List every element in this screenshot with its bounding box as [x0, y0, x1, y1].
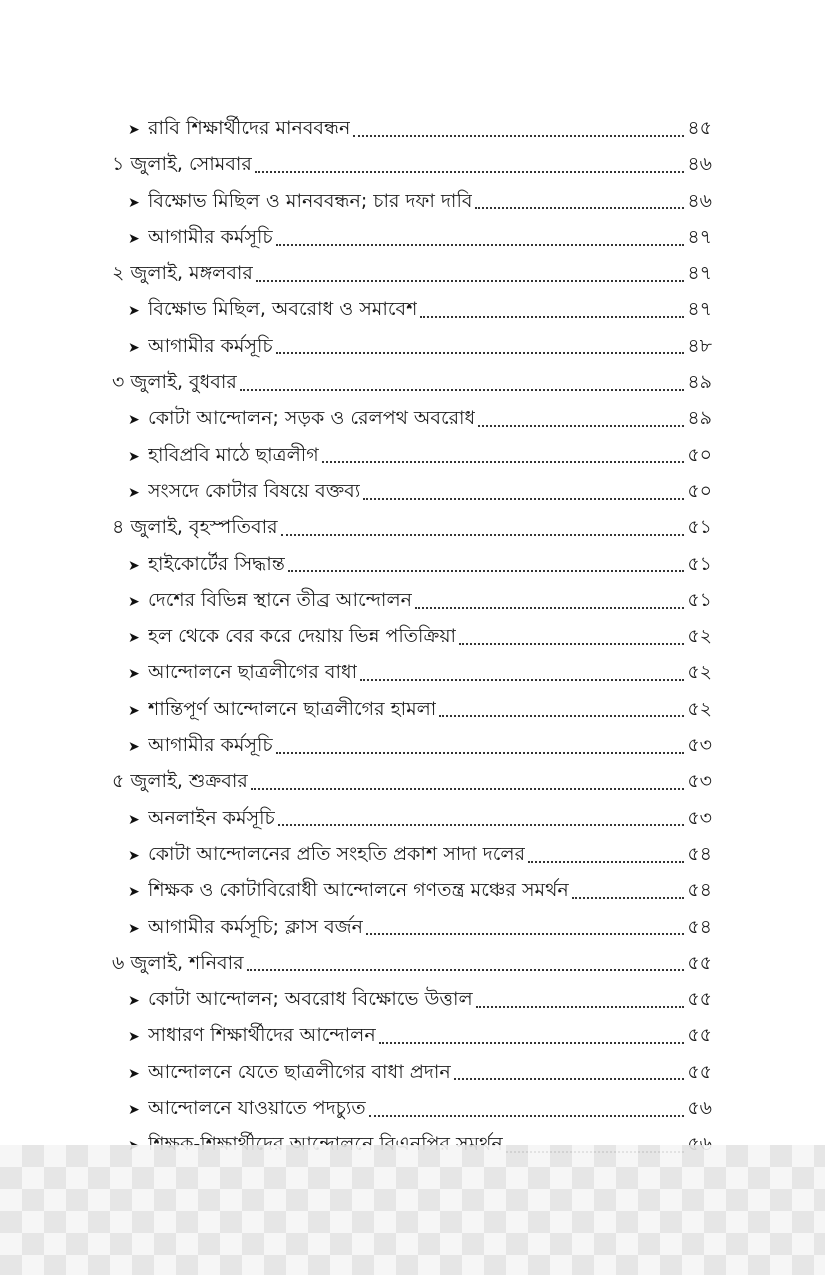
arrowhead-right-icon: ➤ — [128, 303, 140, 320]
toc-entry-title: বিক্ষোভ মিছিল, অবরোধ ও সমাবেশ — [148, 298, 418, 321]
toc-entry-title: ৫ জুলাই, শুক্রবার — [112, 770, 248, 793]
arrowhead-right-icon: ➤ — [128, 412, 140, 429]
toc-heading — [112, 945, 712, 981]
toc-page-number: ৪৫ — [687, 117, 712, 139]
dot-leader — [281, 533, 685, 536]
toc-entry-title: হাবিপ্রবি মাঠে ছাত্রলীগ — [148, 443, 319, 466]
toc-entry-title: আগামীর কর্মসূচি; ক্লাস বর্জন — [148, 915, 364, 938]
toc-entry-title: অনলাইন কর্মসূচি — [148, 806, 275, 829]
toc-subentry — [112, 473, 712, 509]
dot-leader — [439, 714, 684, 717]
arrowhead-right-icon: ➤ — [128, 847, 140, 864]
toc-page-number: ৫৪ — [687, 915, 712, 938]
toc-entry-title: কোটা আন্দোলন; অবরোধ বিক্ষোভে উত্তাল — [148, 988, 473, 1011]
dot-leader — [572, 896, 685, 899]
arrowhead-right-icon: ➤ — [128, 339, 140, 356]
arrowhead-right-icon: ➤ — [128, 1065, 140, 1082]
arrowhead-right-icon: ➤ — [128, 1029, 140, 1046]
toc-subentry — [112, 400, 712, 436]
arrowhead-right-icon: ➤ — [128, 993, 140, 1010]
dot-leader — [363, 497, 684, 500]
toc-entry-title: কোটা আন্দোলনের প্রতি সংহতি প্রকাশ সাদা দলের — [148, 842, 526, 865]
arrowhead-right-icon: ➤ — [128, 448, 140, 465]
toc-heading — [112, 509, 712, 545]
toc-entry-title: সংসদে কোটার বিষয়ে বক্তব্য — [148, 479, 361, 502]
toc-page-number: ৫৫ — [687, 1024, 712, 1047]
toc-subentry — [112, 219, 712, 255]
dot-leader — [276, 351, 685, 354]
toc-entry-title: আগামীর কর্মসূচি — [148, 734, 273, 757]
toc-page-number: ৫৫ — [687, 1060, 712, 1083]
toc-entry-title: ৪ জুলাই, বৃহস্পতিবার — [112, 516, 278, 539]
toc-page-number: ৪৭ — [687, 298, 712, 321]
arrowhead-right-icon: ➤ — [128, 811, 140, 828]
toc-subentry — [112, 1090, 712, 1126]
toc-page-number: ৫১ — [687, 516, 712, 539]
toc-subentry — [112, 618, 712, 654]
arrowhead-right-icon: ➤ — [128, 630, 140, 647]
dot-leader — [454, 1077, 685, 1080]
toc-page-number: ৫৫ — [687, 988, 712, 1011]
toc-page-number: ৪৯ — [687, 407, 712, 430]
toc-entry-title: সাধারণ শিক্ষার্থীদের আন্দোলন — [148, 1024, 376, 1047]
toc-subentry — [112, 872, 712, 908]
toc-entry-title: ১ জুলাই, সোমবার — [112, 153, 252, 176]
toc-subentry — [112, 727, 712, 763]
dot-leader — [528, 860, 684, 863]
dot-leader — [322, 460, 685, 463]
toc-page-number: ৫২ — [687, 625, 712, 648]
toc-page-number: ৫৪ — [687, 842, 712, 865]
toc-page-number: ৫১ — [687, 552, 712, 575]
toc-entry-title: হল থেকে বের করে দেয়ায় ভিন্ন পতিক্রিয়া — [148, 625, 457, 648]
toc-heading — [112, 364, 712, 400]
toc-subentry — [112, 546, 712, 582]
toc-page-number: ৫৪ — [687, 879, 712, 902]
dot-leader — [240, 388, 685, 391]
toc-subentry — [112, 291, 712, 327]
toc-entry-title: রাবি শিক্ষার্থীদের মানববন্ধন — [148, 117, 351, 139]
arrowhead-right-icon: ➤ — [128, 884, 140, 901]
toc-entry-title: শান্তিপূর্ণ আন্দোলনে ছাত্রলীগের হামলা — [148, 697, 437, 720]
toc-subentry — [112, 691, 712, 727]
dot-leader — [476, 1005, 685, 1008]
dot-leader — [369, 1114, 685, 1117]
toc-page-number: ৪৭ — [687, 225, 712, 248]
dot-leader — [276, 751, 685, 754]
table-of-contents — [112, 110, 712, 1163]
dot-leader — [475, 206, 684, 209]
toc-subentry — [112, 981, 712, 1017]
dot-leader — [360, 678, 684, 681]
dot-leader — [353, 134, 684, 137]
toc-entry-title: বিক্ষোভ মিছিল ও মানববন্ধন; চার দফা দাবি — [148, 189, 473, 212]
arrowhead-right-icon: ➤ — [128, 484, 140, 501]
dot-leader — [379, 1041, 685, 1044]
dot-leader — [415, 606, 684, 609]
dot-leader — [255, 170, 684, 173]
toc-page-number: ৫৩ — [687, 770, 712, 793]
toc-page-number: ৫৩ — [687, 734, 712, 757]
toc-page-number: ৫০ — [687, 443, 712, 466]
toc-page-number: ৫২ — [687, 661, 712, 684]
dot-leader — [459, 642, 684, 645]
toc-entry-title: শিক্ষক ও কোটাবিরোধী আন্দোলনে গণতন্ত্র মঞ্চের সমর্থন — [148, 879, 569, 902]
arrowhead-right-icon: ➤ — [128, 557, 140, 574]
dot-leader — [251, 787, 685, 790]
arrowhead-right-icon: ➤ — [128, 666, 140, 683]
toc-page-number: ৪৭ — [687, 262, 712, 285]
toc-entry-title: ৩ জুলাই, বুধবার — [112, 371, 237, 394]
toc-entry-title: আন্দোলনে যাওয়াতে পদচ্যুত — [148, 1097, 366, 1120]
toc-entry-title: হাইকোর্টের সিদ্ধান্ত — [148, 552, 285, 575]
toc-subentry — [112, 836, 712, 872]
toc-entry-title: আন্দোলনে ছাত্রলীগের বাধা — [148, 661, 358, 684]
dot-leader — [276, 243, 685, 246]
arrowhead-right-icon: ➤ — [128, 702, 140, 719]
toc-subentry — [112, 328, 712, 364]
arrowhead-right-icon: ➤ — [128, 1102, 140, 1119]
arrowhead-right-icon: ➤ — [128, 230, 140, 247]
toc-entry-title: ২ জুলাই, মঙ্গলবার — [112, 262, 253, 285]
arrowhead-right-icon: ➤ — [128, 194, 140, 211]
toc-subentry — [112, 437, 712, 473]
toc-entry-title: কোটা আন্দোলন; সড়ক ও রেলপথ অবরোধ — [148, 407, 476, 430]
toc-subentry — [112, 1017, 712, 1053]
toc-subentry — [112, 110, 712, 146]
dot-leader — [247, 968, 685, 971]
toc-subentry — [112, 909, 712, 945]
toc-page-number: ৫২ — [687, 697, 712, 720]
arrowhead-right-icon: ➤ — [128, 739, 140, 756]
toc-subentry — [112, 183, 712, 219]
arrowhead-right-icon: ➤ — [128, 920, 140, 937]
toc-heading — [112, 146, 712, 182]
toc-page-number: ৫১ — [687, 588, 712, 611]
toc-page-number: ৪৬ — [687, 153, 712, 176]
toc-page-number: ৫৩ — [687, 806, 712, 829]
dot-leader — [366, 932, 684, 935]
toc-page-number: ৪৬ — [687, 189, 712, 212]
toc-page-number: ৫৫ — [687, 951, 712, 974]
dot-leader — [478, 424, 684, 427]
toc-heading — [112, 763, 712, 799]
toc-entry-title: আগামীর কর্মসূচি — [148, 334, 273, 357]
toc-entry-title: ৬ জুলাই, শনিবার — [112, 951, 244, 974]
dot-leader — [278, 823, 685, 826]
toc-subentry — [112, 654, 712, 690]
arrowhead-right-icon: ➤ — [128, 593, 140, 610]
toc-page-number: ৪৮ — [687, 334, 712, 357]
toc-subentry — [112, 582, 712, 618]
toc-page-number: ৫০ — [687, 479, 712, 502]
toc-entry-title: দেশের বিভিন্ন স্থানে তীব্র আন্দোলন — [148, 588, 412, 611]
toc-page-number: ৫৬ — [687, 1097, 712, 1120]
toc-subentry — [112, 800, 712, 836]
toc-heading — [112, 255, 712, 291]
toc-entry-title: আন্দোলনে যেতে ছাত্রলীগের বাধা প্রদান — [148, 1060, 451, 1083]
dot-leader — [256, 279, 684, 282]
dot-leader — [288, 569, 685, 572]
decorative-footer-pattern — [0, 1145, 825, 1275]
dot-leader — [420, 315, 684, 318]
toc-entry-title: আগামীর কর্মসূচি — [148, 225, 273, 248]
arrowhead-right-icon: ➤ — [128, 122, 140, 138]
toc-page-number: ৪৯ — [687, 371, 712, 394]
toc-subentry — [112, 1054, 712, 1090]
